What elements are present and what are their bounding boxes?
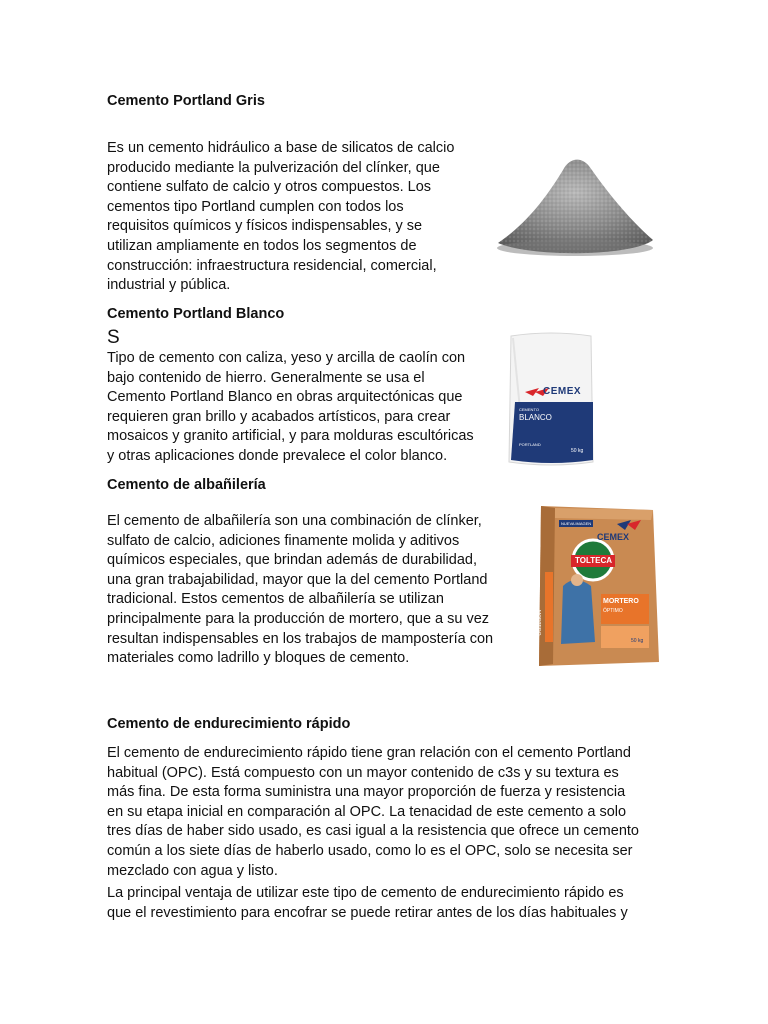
masonry-bag-weight: 50 kg: [631, 638, 644, 644]
white-bag-weight: 50 kg: [571, 448, 584, 454]
masonry-bag-sub: ÓPTIMO: [603, 608, 623, 614]
masonry-bag-product: MORTERO: [603, 598, 639, 605]
white-bag-brand: CEMEX: [543, 386, 582, 397]
white-cement-bag-image: [505, 330, 597, 470]
paragraph-portland-blanco: Tipo de cemento con caliza, yeso y arcilla de caolín con bajo contenido de hierro. Generalmente se usa el Cemento Portland Blanco en obras arquitectónicas que requieren gran brillo y acabados artísticos, para crear mosaicos y granito artificial, y para molduras escultóricas y otras aplicaciones donde prevalece el color blanco.: [107, 350, 474, 464]
paragraph-endurecimiento-ventaja: La principal ventaja de utilizar este tipo de cemento de endurecimiento rápido es que el revestimiento para encofrar se puede retirar antes de los días habituales y: [107, 885, 628, 921]
white-bag-small-bottom: PORTLAND: [519, 442, 541, 447]
paragraph-endurecimiento-rapido: El cemento de endurecimiento rápido tiene gran relación con el cemento Portland habitual (OPC). Está compuesto con un mayor contenido de c3s y su textura es más fina. De esta forma suministra una mayor proporción de fuerza y resistencia en su etapa inicial en comparación al OPC. La tenacidad de este cemento a solo tres días de haber sido usado, es casi igual a la resistencia que ofrece un cemento común a los siete días de haberlo usado, como lo es el OPC, solo se necesita ser mezclado con agua y listo.: [107, 745, 639, 879]
masonry-bag-brand: CEMEX: [597, 532, 630, 542]
heading-endurecimiento-rapido: Cemento de endurecimiento rápido: [107, 716, 351, 732]
masonry-cement-bag-image: [535, 502, 663, 670]
heading-portland-gris: Cemento Portland Gris: [107, 93, 265, 109]
paragraph-portland-gris: Es un cemento hidráulico a base de silicatos de calcio producido mediante la pulverización del clínker, que contiene sulfato de calcio y otros compuestos. Los cementos tipo Portland cumplen con todos los requisitos químicos y físicos indispensables, y se utilizan ampliamente en todos los segmentos de construcción: infraestructura residencial, comercial, industrial y pública.: [107, 140, 455, 294]
heading-albanileria: Cemento de albañilería: [107, 477, 266, 493]
stray-letter: S: [107, 327, 120, 348]
heading-portland-blanco: Cemento Portland Blanco: [107, 306, 285, 322]
masonry-bag-side-label: MORTERO: [535, 610, 541, 636]
white-bag-product: BLANCO: [519, 413, 552, 422]
masonry-bag-seal: TOLTECA: [575, 556, 613, 565]
paragraph-albanileria: El cemento de albañilería son una combinación de clínker, sulfato de calcio, adiciones finamente molida y aditivos químicos especiales, que brindan además de durabilidad, una gran trabajabilidad, mayor que la del cemento Portland tradicional. Estos cementos de albañilería se utilizan principalmente para la producción de mortero, que a su vez resultan indispensables en los trabajos de mampostería con materiales como ladrillo y bloques de cemento.: [107, 513, 494, 667]
white-bag-small-top: CEMENTO: [519, 407, 539, 412]
masonry-bag-tag: NUEVA IMAGEN: [561, 521, 592, 526]
cement-pile-image: [493, 148, 658, 263]
